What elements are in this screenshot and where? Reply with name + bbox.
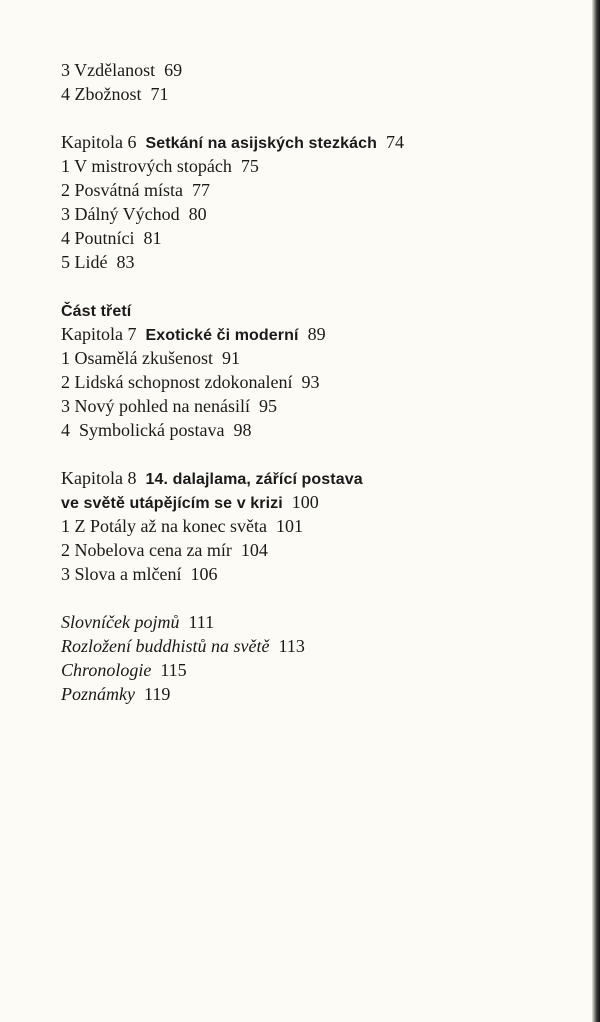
toc-entry-label: 3 Vzdělanost xyxy=(61,60,156,80)
appendix-page: 113 xyxy=(278,636,305,656)
chapter-heading xyxy=(61,130,572,154)
toc-entry-page: 75 xyxy=(240,156,259,176)
toc-entry-page: 77 xyxy=(192,180,210,200)
appendix-label: Slovníček pojmů xyxy=(61,612,180,632)
chapter-title: Setkání na asijských stezkách xyxy=(145,135,377,152)
appendix-label: Rozložení buddhistů na světě xyxy=(61,636,270,656)
toc-entry-label: 5 Lidé xyxy=(61,252,108,272)
appendix-entry xyxy=(61,682,572,706)
toc-entry-label: 4 Zbožnost xyxy=(61,84,142,104)
toc-entry xyxy=(61,562,572,586)
chapter-heading-continued xyxy=(61,490,572,514)
toc-entry-label: 1 Z Potály až na konec světa xyxy=(61,516,267,536)
toc-entry xyxy=(61,346,572,370)
appendix-entry xyxy=(61,634,572,658)
toc-entry-page: 80 xyxy=(188,204,207,224)
toc-entry xyxy=(61,538,572,562)
chapter-heading xyxy=(61,322,572,346)
chapter-page: 74 xyxy=(385,132,404,152)
chapter-title-line-2: ve světě utápějícím se v krizi xyxy=(61,495,283,512)
toc-entry xyxy=(61,514,572,538)
toc-entry xyxy=(61,154,572,178)
toc-entry xyxy=(61,202,572,226)
toc-entry-page: 69 xyxy=(164,60,183,80)
appendix-label: Poznámky xyxy=(61,684,135,704)
toc-entry xyxy=(61,178,572,202)
toc-entry-label: 4 Symbolická postava xyxy=(61,420,225,440)
appendix-entry xyxy=(61,658,572,682)
toc-entry-page: 104 xyxy=(240,540,268,560)
toc-entry xyxy=(61,226,572,250)
toc-entry-page: 81 xyxy=(143,228,162,248)
toc-entry-page: 93 xyxy=(301,372,320,392)
toc-entry-label: 1 Osamělá zkušenost xyxy=(61,348,213,368)
chapter-prefix: Kapitola 8 xyxy=(61,468,137,488)
toc-entry-page: 106 xyxy=(190,564,218,584)
toc-entry-label: 2 Posvátná místa xyxy=(61,180,183,200)
toc-entry xyxy=(61,370,572,394)
chapter-prefix: Kapitola 6 xyxy=(61,132,137,152)
toc-entry xyxy=(61,58,572,82)
toc-entry-label: 4 Poutníci xyxy=(61,228,135,248)
toc-entry-page: 71 xyxy=(150,84,169,104)
toc-entry-label: 1 V mistrových stopách xyxy=(61,156,232,176)
toc-entry-label: 3 Nový pohled na nenásilí xyxy=(61,396,250,416)
table-of-contents xyxy=(61,58,572,706)
toc-entry-page: 83 xyxy=(116,252,135,272)
appendix-page: 111 xyxy=(188,612,215,632)
appendix-page: 115 xyxy=(160,660,187,680)
toc-entry-label: 3 Dálný Východ xyxy=(61,204,180,224)
chapter-page: 89 xyxy=(307,324,326,344)
toc-entry-page: 98 xyxy=(233,420,252,440)
toc-entry-page: 91 xyxy=(221,348,240,368)
appendix-label: Chronologie xyxy=(61,660,152,680)
toc-entry xyxy=(61,250,572,274)
part-heading xyxy=(61,298,572,322)
toc-entry-page: 95 xyxy=(258,396,277,416)
toc-entry xyxy=(61,418,572,442)
appendix-page: 119 xyxy=(143,684,171,704)
toc-entry-label: 2 Nobelova cena za mír xyxy=(61,540,232,560)
chapter-title-line-1: 14. dalajlama, zářící postava xyxy=(145,471,363,488)
chapter-heading xyxy=(61,466,572,490)
toc-entry xyxy=(61,394,572,418)
toc-entry-page: 101 xyxy=(275,516,303,536)
chapter-prefix: Kapitola 7 xyxy=(61,324,137,344)
page-edge-shadow xyxy=(592,0,600,1022)
appendix-entry xyxy=(61,610,572,634)
chapter-page: 100 xyxy=(291,492,319,512)
part-title: Část třetí xyxy=(61,303,132,320)
chapter-title: Exotické či moderní xyxy=(145,327,299,344)
toc-entry-label: 2 Lidská schopnost zdokonalení xyxy=(61,372,293,392)
toc-entry xyxy=(61,82,572,106)
toc-entry-label: 3 Slova a mlčení xyxy=(61,564,182,584)
